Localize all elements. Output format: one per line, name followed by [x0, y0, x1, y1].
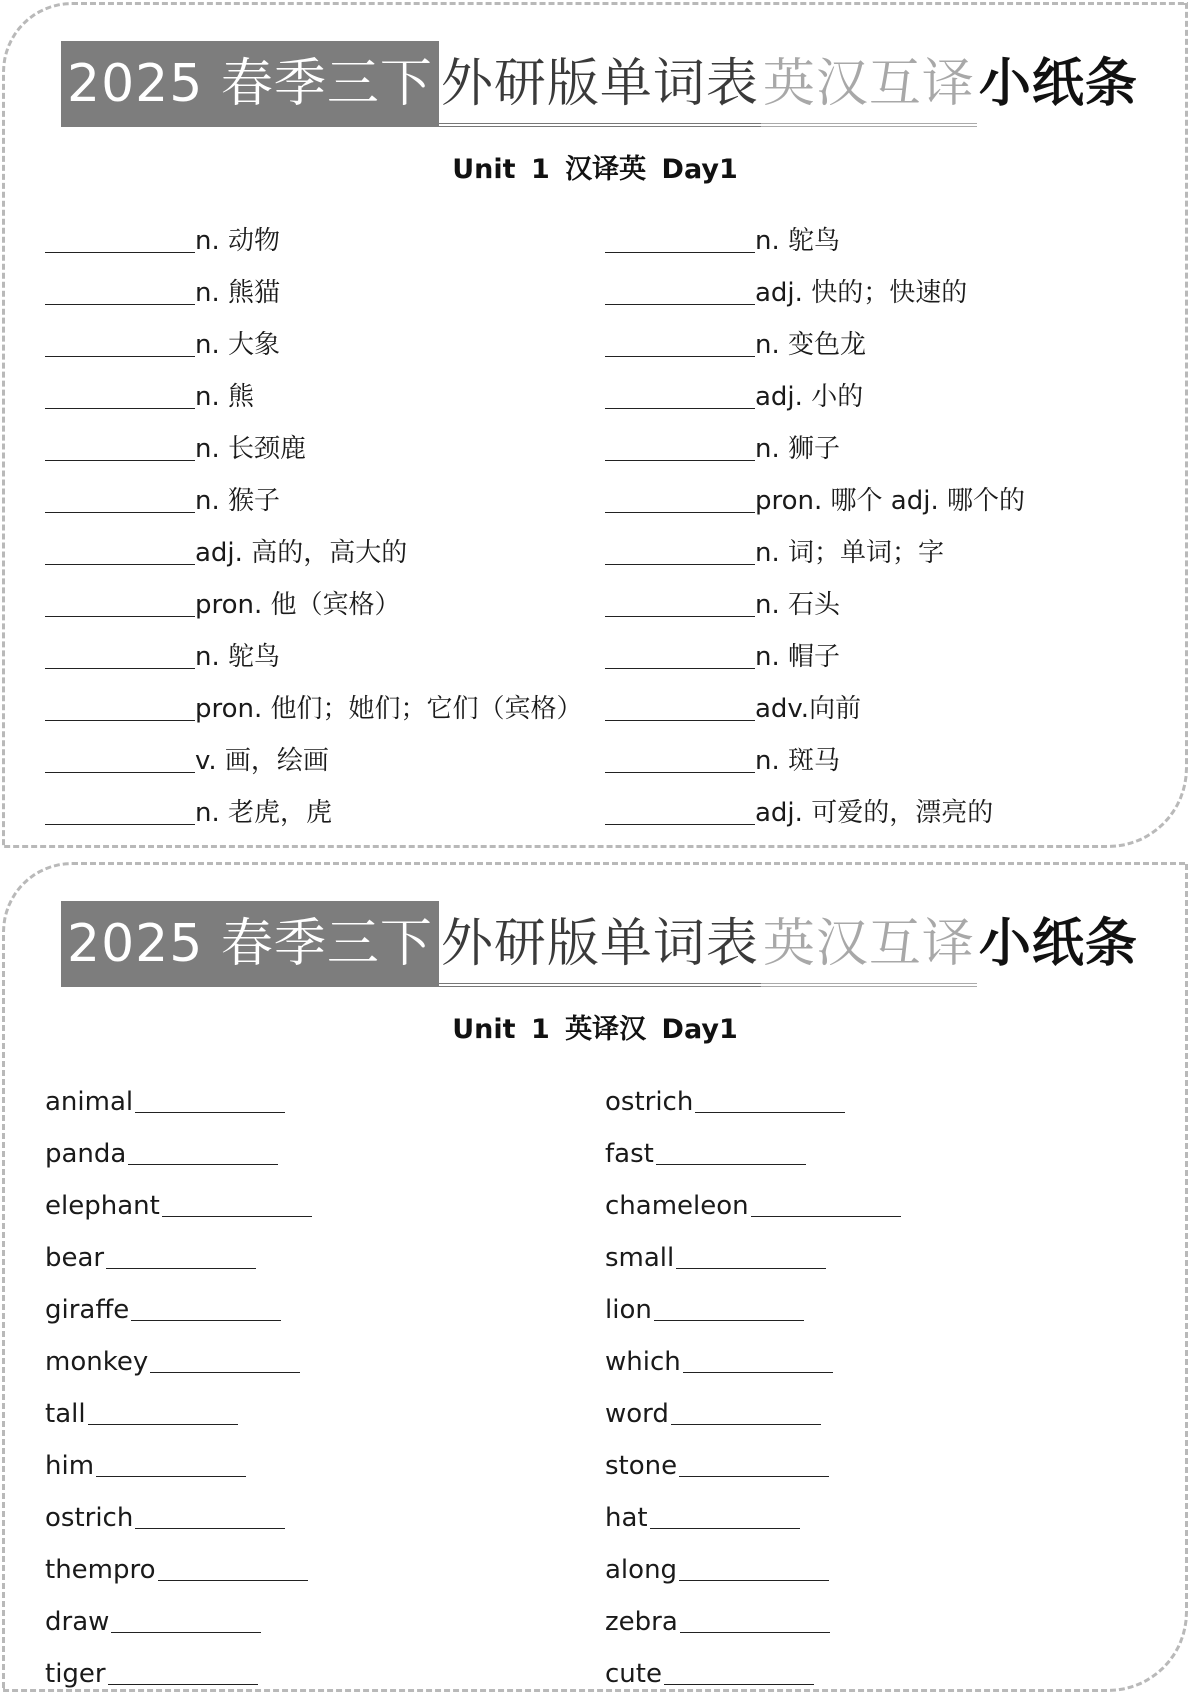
answer-blank[interactable]: [45, 511, 195, 513]
word-meaning: n. 长颈鹿: [195, 434, 307, 464]
sheet-title: [61, 901, 1140, 987]
list-item: [45, 517, 583, 569]
answer-blank[interactable]: [605, 251, 755, 253]
title-suffix: 小纸条: [978, 54, 1138, 114]
list-item: [605, 1325, 901, 1377]
list-item: [45, 361, 583, 413]
list-item: [45, 1065, 312, 1117]
list-item: [45, 465, 583, 517]
answer-blank[interactable]: [751, 1215, 901, 1217]
answer-blank[interactable]: [679, 1475, 829, 1477]
list-item: [605, 725, 1025, 777]
english-word: which: [605, 1347, 681, 1377]
answer-blank[interactable]: [45, 719, 195, 721]
word-meaning: n. 熊: [195, 382, 255, 412]
word-meaning: v. 画，绘画: [195, 746, 329, 776]
list-item: [45, 413, 583, 465]
answer-blank[interactable]: [158, 1579, 308, 1581]
answer-blank[interactable]: [605, 511, 755, 513]
word-meaning: adj. 高的，高大的: [195, 538, 408, 568]
title-publisher: 外研版单词表: [439, 901, 761, 987]
answer-blank[interactable]: [656, 1163, 806, 1165]
list-item: [605, 205, 1025, 257]
answer-blank[interactable]: [605, 771, 755, 773]
english-word: small: [605, 1243, 675, 1273]
title-year-season: 2025 春季三下: [61, 901, 439, 987]
answer-blank[interactable]: [108, 1683, 258, 1685]
english-word: bear: [45, 1243, 105, 1273]
list-item: [605, 517, 1025, 569]
list-item: [605, 465, 1025, 517]
right-column: [605, 205, 1025, 829]
word-meaning: adj. 小的: [755, 382, 864, 412]
word-meaning: n. 熊猫: [195, 278, 281, 308]
list-item: [605, 309, 1025, 361]
answer-blank[interactable]: [605, 667, 755, 669]
list-item: [605, 1585, 901, 1637]
answer-blank[interactable]: [88, 1423, 238, 1425]
list-item: [605, 1637, 901, 1689]
english-word: tiger: [45, 1659, 106, 1689]
word-meaning: n. 帽子: [755, 642, 841, 672]
list-item: [605, 1429, 901, 1481]
list-item: [605, 361, 1025, 413]
title-publisher: 外研版单词表: [439, 41, 761, 127]
answer-blank[interactable]: [605, 615, 755, 617]
english-word: ostrich: [45, 1503, 134, 1533]
list-item: [605, 777, 1025, 829]
list-item: [605, 621, 1025, 673]
list-item: [45, 777, 583, 829]
sheet-subtitle: Unit 1 汉译英 Day1: [452, 154, 738, 185]
list-item: [605, 1481, 901, 1533]
list-item: [605, 569, 1025, 621]
answer-blank[interactable]: [605, 303, 755, 305]
list-item: [45, 1117, 312, 1169]
list-item: [45, 1585, 312, 1637]
answer-blank[interactable]: [683, 1371, 833, 1373]
list-item: [45, 569, 583, 621]
list-item: [45, 1273, 312, 1325]
answer-blank[interactable]: [695, 1111, 845, 1113]
word-meaning: n. 大象: [195, 330, 281, 360]
english-word: tall: [45, 1399, 86, 1429]
word-meaning: adv.向前: [755, 694, 862, 724]
list-item: [605, 257, 1025, 309]
answer-blank[interactable]: [111, 1631, 261, 1633]
answer-blank[interactable]: [128, 1163, 278, 1165]
english-word: fast: [605, 1139, 654, 1169]
answer-blank[interactable]: [45, 615, 195, 617]
answer-blank[interactable]: [150, 1371, 300, 1373]
answer-blank[interactable]: [605, 355, 755, 357]
list-item: [45, 257, 583, 309]
answer-blank[interactable]: [605, 459, 755, 461]
list-item: [605, 413, 1025, 465]
answer-blank[interactable]: [45, 251, 195, 253]
list-item: [45, 1377, 312, 1429]
word-meaning: n. 老虎，虎: [195, 798, 333, 828]
english-word: ostrich: [605, 1087, 694, 1117]
answer-blank[interactable]: [605, 563, 755, 565]
english-word: word: [605, 1399, 669, 1429]
answer-blank[interactable]: [605, 407, 755, 409]
list-item: [45, 621, 583, 673]
word-meaning: adj. 可爱的，漂亮的: [755, 798, 994, 828]
answer-blank[interactable]: [45, 771, 195, 773]
list-item: [605, 1065, 901, 1117]
answer-blank[interactable]: [162, 1215, 312, 1217]
answer-blank[interactable]: [45, 355, 195, 357]
english-word: draw: [45, 1607, 110, 1637]
english-word: hat: [605, 1503, 648, 1533]
word-meaning: n. 动物: [195, 226, 281, 256]
answer-blank[interactable]: [96, 1475, 246, 1477]
english-word: lion: [605, 1295, 652, 1325]
english-word: chameleon: [605, 1191, 749, 1221]
list-item: [45, 1429, 312, 1481]
english-word: giraffe: [45, 1295, 130, 1325]
list-item: [45, 673, 583, 725]
word-meaning: n. 石头: [755, 590, 841, 620]
sheet-subtitle: Unit 1 英译汉 Day1: [452, 1014, 738, 1045]
answer-blank[interactable]: [45, 563, 195, 565]
word-meaning: pron. 哪个 adj. 哪个的: [755, 486, 1025, 516]
answer-blank[interactable]: [45, 407, 195, 409]
word-meaning: n. 鸵鸟: [755, 226, 841, 256]
list-item: [45, 1169, 312, 1221]
list-item: [605, 1221, 901, 1273]
list-item: [45, 1533, 312, 1585]
left-column: [45, 205, 583, 829]
word-meaning: pron. 他（宾格）: [195, 590, 401, 620]
right-column: [605, 1065, 901, 1689]
english-word: stone: [605, 1451, 678, 1481]
answer-blank[interactable]: [671, 1423, 821, 1425]
answer-blank[interactable]: [650, 1527, 800, 1529]
list-item: [605, 1533, 901, 1585]
title-mode: 英汉互译: [761, 41, 977, 127]
answer-blank[interactable]: [680, 1631, 830, 1633]
list-item: [605, 1377, 901, 1429]
word-meaning: pron. 他们；她们；它们（宾格）: [195, 694, 583, 724]
list-item: [45, 725, 583, 777]
list-item: [45, 205, 583, 257]
list-item: [45, 309, 583, 361]
english-word: cute: [605, 1659, 662, 1689]
english-word: along: [605, 1555, 678, 1585]
answer-blank[interactable]: [605, 719, 755, 721]
word-meaning: n. 鸵鸟: [195, 642, 281, 672]
answer-blank[interactable]: [135, 1527, 285, 1529]
list-item: [45, 1325, 312, 1377]
list-item: [605, 673, 1025, 725]
answer-blank[interactable]: [605, 823, 755, 825]
word-meaning: n. 变色龙: [755, 330, 867, 360]
answer-blank[interactable]: [106, 1267, 256, 1269]
answer-blank[interactable]: [45, 823, 195, 825]
word-meaning: n. 狮子: [755, 434, 841, 464]
word-meaning: n. 猴子: [195, 486, 281, 516]
answer-blank[interactable]: [131, 1319, 281, 1321]
title-year-season: 2025 春季三下: [61, 41, 439, 127]
english-word: animal: [45, 1087, 134, 1117]
list-item: [605, 1117, 901, 1169]
answer-blank[interactable]: [45, 303, 195, 305]
left-column: [45, 1065, 312, 1689]
answer-blank[interactable]: [664, 1683, 814, 1685]
worksheet-zh-to-en: [2, 2, 1188, 848]
word-meaning: n. 词；单词；字: [755, 538, 945, 568]
answer-blank[interactable]: [45, 459, 195, 461]
list-item: [45, 1637, 312, 1689]
worksheet-en-to-zh: [2, 862, 1188, 1692]
title-mode: 英汉互译: [761, 901, 977, 987]
answer-blank[interactable]: [654, 1319, 804, 1321]
english-word: elephant: [45, 1191, 160, 1221]
english-word: zebra: [605, 1607, 678, 1637]
list-item: [45, 1221, 312, 1273]
answer-blank[interactable]: [679, 1579, 829, 1581]
answer-blank[interactable]: [135, 1111, 285, 1113]
sheet-title: [61, 41, 1140, 127]
english-word: panda: [45, 1139, 127, 1169]
answer-blank[interactable]: [676, 1267, 826, 1269]
list-item: [45, 1481, 312, 1533]
english-word: him: [45, 1451, 95, 1481]
list-item: [605, 1273, 901, 1325]
answer-blank[interactable]: [45, 667, 195, 669]
list-item: [605, 1169, 901, 1221]
english-word: thempro: [45, 1555, 156, 1585]
english-word: monkey: [45, 1347, 149, 1377]
word-meaning: adj. 快的；快速的: [755, 278, 968, 308]
word-meaning: n. 斑马: [755, 746, 841, 776]
title-suffix: 小纸条: [978, 914, 1138, 974]
